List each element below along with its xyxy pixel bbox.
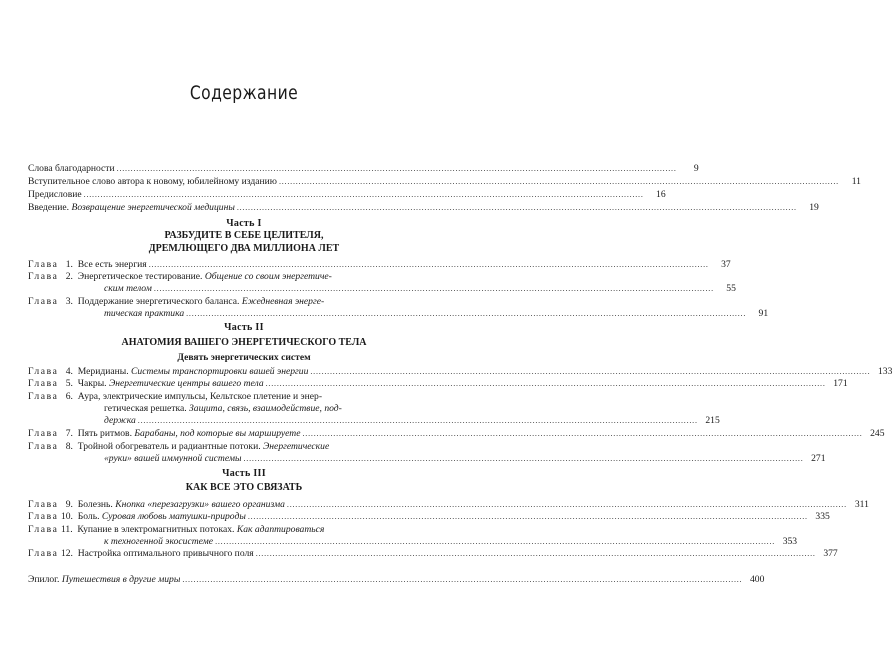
chapter-heading-continuation: «руки» вашей иммунной системы [104, 453, 242, 464]
toc-entry-chapter-2[interactable] [28, 271, 736, 295]
dot-leader: ........................................................................................................................................................................................................ [255, 549, 816, 558]
dot-leader: ........................................................................................................................................................................................................ [182, 575, 743, 584]
toc-entry-introduction[interactable] [28, 202, 819, 214]
chapter-heading-continuation: держка [104, 415, 136, 426]
dot-leader: ........................................................................................................................................................................................................ [265, 379, 826, 388]
dot-leader: ........................................................................................................................................................................................................ [116, 164, 677, 173]
chapter-heading: Глава 3. Поддержание энергетического баланса. Ежедневная энерге- [28, 296, 325, 307]
toc-entry-epilogue[interactable] [28, 574, 765, 586]
chapter-heading-continuation: гетическая решетка. Защита, связь, взаимодействие, под- [104, 403, 342, 414]
chapter-heading: Глава 10. Боль. Суровая любовь матушки-природы [28, 511, 246, 522]
toc-page-number: 133 [877, 366, 892, 377]
chapter-heading-continuation: тическая практика [104, 308, 185, 319]
chapter-heading: Глава 9. Болезнь. Кнопка «перезагрузки» вашего организма [28, 499, 285, 510]
toc-page-number: 271 [811, 453, 826, 464]
toc-page-number: 9 [693, 163, 699, 174]
toc-entry-chapter-7[interactable] [28, 428, 885, 440]
chapter-heading: Глава 2. Энергетическое тестирование. Общение со своим энергетиче- [28, 271, 332, 282]
toc-entry-acknowledgements[interactable] [28, 163, 699, 175]
dot-leader: ........................................................................................................................................................................................................ [243, 454, 804, 463]
toc-entry-chapter-11[interactable] [28, 524, 798, 548]
toc-entry-chapter-4[interactable] [28, 366, 892, 378]
toc-entry-chapter-10[interactable] [28, 511, 830, 523]
toc-entry-label: Слова благодарности [28, 163, 115, 174]
toc-entry-label: Введение. Возвращение энергетической медицины [28, 202, 235, 213]
part-2-title: АНАТОМИЯ ВАШЕГО ЭНЕРГЕТИЧЕСКОГО ТЕЛА [121, 337, 367, 348]
dot-leader: ........................................................................................................................................................................................................ [186, 309, 747, 318]
page-title: Содержание [189, 82, 299, 104]
toc-entry-chapter-5[interactable] [28, 378, 848, 390]
dot-leader: ........................................................................................................................................................................................................ [153, 284, 714, 293]
toc-page-number: 311 [854, 499, 869, 510]
toc-entry-chapter-3[interactable] [28, 296, 769, 320]
chapter-heading-continuation: к техногенной экосистеме [104, 536, 214, 547]
toc-page-number: 171 [833, 378, 848, 389]
chapter-heading: Глава 7. Пять ритмов. Барабаны, под которые вы маршируете [28, 428, 301, 439]
chapter-heading: Глава 11. Купание в электромагнитных потоках. Как адаптироваться [28, 524, 325, 535]
dot-leader: ........................................................................................................................................................................................................ [247, 512, 808, 521]
chapter-heading-continuation: ским телом [104, 283, 152, 294]
part-3-label: Часть III [222, 468, 266, 479]
dot-leader: ........................................................................................................................................................................................................ [236, 203, 797, 212]
toc-page-number: 19 [809, 202, 819, 213]
toc-page-number: 400 [749, 574, 765, 585]
dot-leader: ........................................................................................................................................................................................................ [302, 429, 863, 438]
chapter-heading: Глава 6. Аура, электрические импульсы, Кельтское плетение и энер- [28, 391, 323, 402]
toc-page-number: 37 [721, 259, 731, 270]
part-2-subtitle: Девять энергетических систем [177, 352, 311, 363]
toc-entry-chapter-8[interactable] [28, 441, 826, 465]
toc-page-number: 91 [758, 308, 769, 319]
toc-entry-label: Эпилог. Путешествия в другие миры [28, 574, 181, 585]
part-1-title-line-2: ДРЕМЛЮЩЕГО ДВА МИЛЛИОНА ЛЕТ [148, 243, 340, 254]
chapter-heading: Глава 8. Тройной обогреватель и радиантные потоки. Энергетические [28, 441, 330, 452]
chapter-heading: Глава 5. Чакры. Энергетические центры вашего тела [28, 378, 264, 389]
toc-page-number: 55 [726, 283, 736, 294]
dot-leader: ........................................................................................................................................................................................................ [286, 500, 847, 509]
part-1-title-line-1: РАЗБУДИТЕ В СЕБЕ ЦЕЛИТЕЛЯ, [164, 230, 324, 241]
dot-leader: ........................................................................................................................................................................................................ [215, 537, 776, 546]
toc-page-number: 215 [705, 415, 720, 426]
part-1-label: Часть I [226, 218, 262, 229]
chapter-heading: Глава 1. Все есть энергия [28, 259, 147, 270]
dot-leader: ........................................................................................................................................................................................................ [83, 190, 644, 199]
toc-entry-label: Предисловие [28, 189, 82, 200]
toc-page-number: 11 [851, 176, 861, 187]
dot-leader: ........................................................................................................................................................................................................ [278, 177, 839, 186]
part-3-title: КАК ВСЕ ЭТО СВЯЗАТЬ [185, 482, 303, 493]
dot-leader: ........................................................................................................................................................................................................ [137, 416, 698, 425]
chapter-heading: Глава 4. Меридианы. Системы транспортировки вашей энергии [28, 366, 309, 377]
toc-entry-label: Вступительное слово автора к новому, юбилейному изданию [28, 176, 277, 187]
toc-page-number: 335 [815, 511, 830, 522]
toc-page-number: 353 [782, 536, 798, 547]
part-2-label: Часть II [224, 322, 264, 333]
toc-entry-chapter-9[interactable] [28, 499, 869, 511]
dot-leader: ........................................................................................................................................................................................................ [310, 367, 871, 376]
toc-entry-preface[interactable] [28, 189, 666, 201]
toc-entry-chapter-12[interactable] [28, 548, 838, 560]
dot-leader: ........................................................................................................................................................................................................ [148, 260, 709, 269]
toc-entry-chapter-1[interactable] [28, 259, 731, 271]
toc-page-number: 16 [656, 189, 666, 200]
toc-page-number: 245 [870, 428, 885, 439]
toc-page-number: 377 [823, 548, 838, 559]
chapter-heading: Глава 12. Настройка оптимального привычного поля [28, 548, 254, 559]
toc-entry-author-intro[interactable] [28, 176, 861, 188]
toc-entry-chapter-6[interactable] [28, 391, 720, 427]
